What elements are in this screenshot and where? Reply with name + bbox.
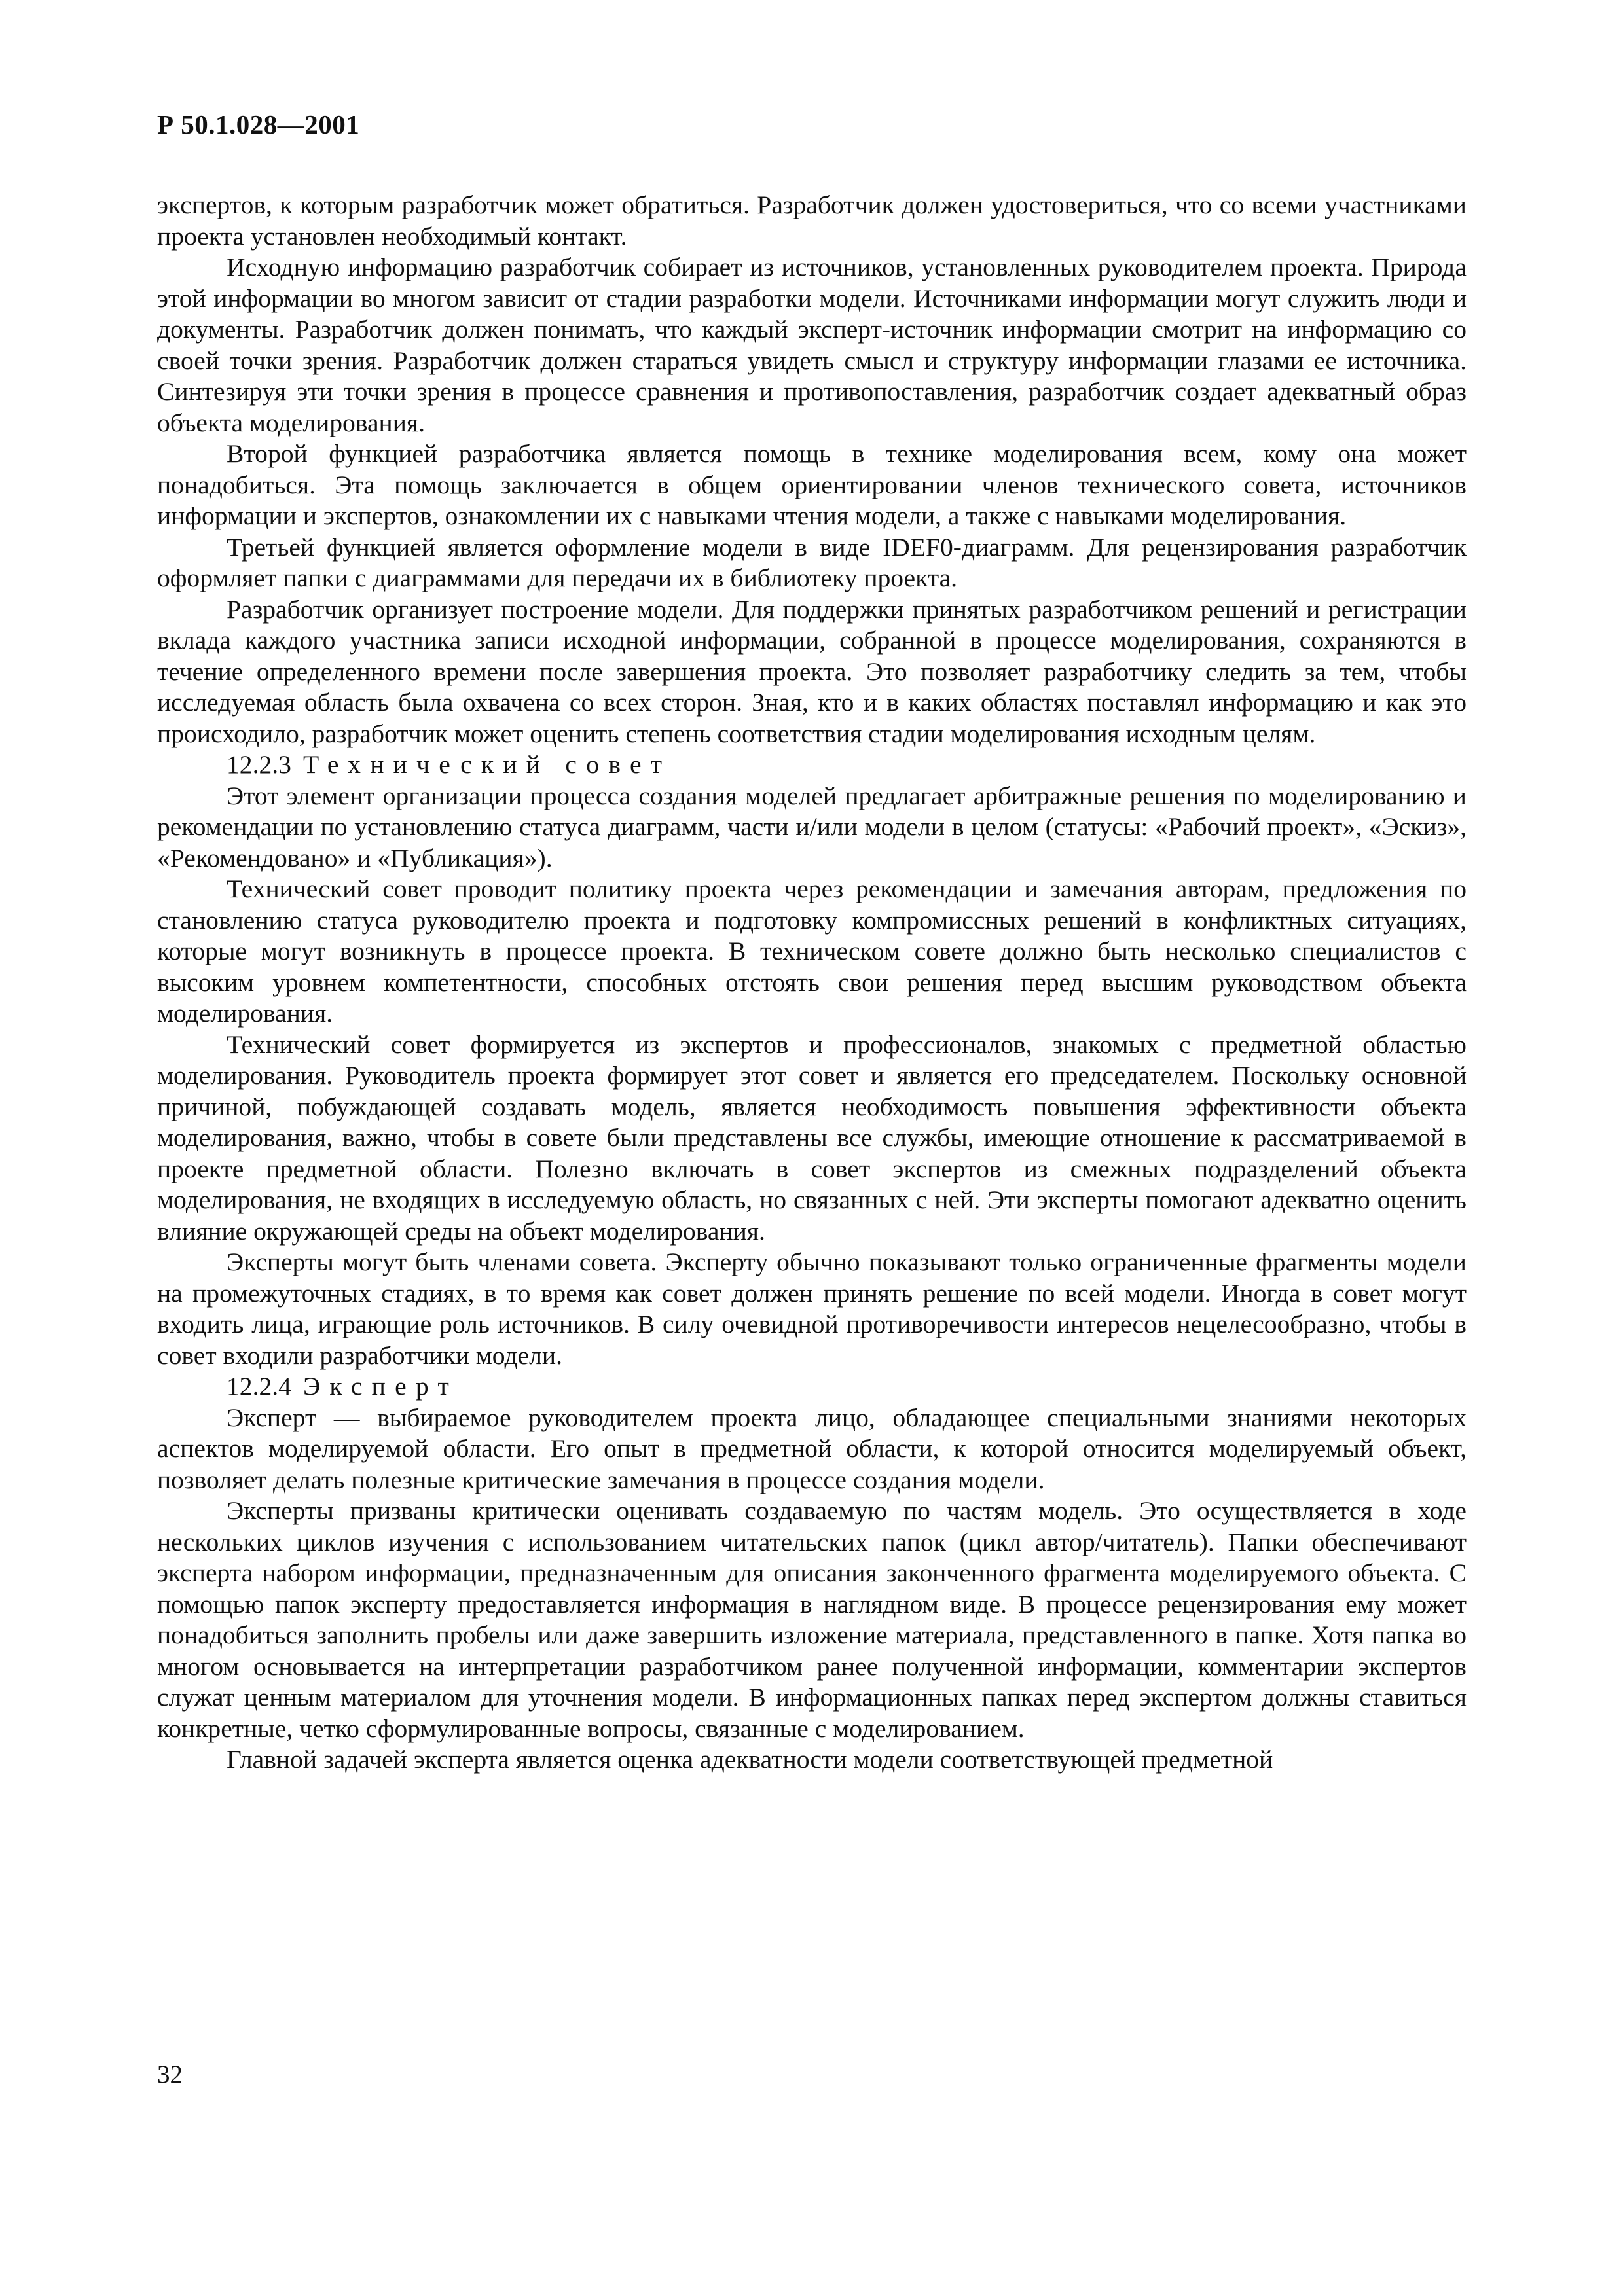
- section-heading-technical-council: [157, 749, 1467, 781]
- paragraph: Разработчик организует построение модели. Для поддержки принятых разработчиком решений и регистрации вклада каждого участника записи исходной информации, собранной в процессе моделирования, сохраняются в течение определенного времени после завершения проекта. Это позволяет разработчику следить за тем, чтобы исследуемая область была охвачена со всех сторон. Зная, кто и в каких областях поставлял информацию и как это происходило, разработчик может оценить степень соответствия стадии моделирования исходным целям.: [157, 594, 1467, 748]
- paragraph: Технический совет формируется из экспертов и профессионалов, знакомых с предметной областью моделирования. Руководитель проекта формирует этот совет и является его председателем. Поскольку основной причиной, побуждающей создавать модель, является необходимость повышения эффективности объекта моделирования, важно, чтобы в совете были представлены все службы, имеющие отношение к рассматриваемой в проекте предметной области. Полезно включать в совет экспертов из смежных подразделений объекта моделирования, не входящих в исследуемую область, но связанных с ней. Эти эксперты помогают адекватно оценить влияние окружающей среды на объект моделирования.: [157, 1030, 1467, 1246]
- standard-designation: Р 50.1.028—2001: [157, 109, 360, 139]
- paragraph: Эксперты могут быть членами совета. Эксперту обычно показывают только ограниченные фрагменты модели на промежуточных стадиях, в то время как совет должен принять решение по всей модели. Иногда в совет могут входить лица, играющие роль источников. В силу очевидной противоречивости интересов нецелесообразно, чтобы в совет входили разработчики модели.: [157, 1247, 1467, 1370]
- paragraph: экспертов, к которым разработчик может обратиться. Разработчик должен удостовериться, что со всеми участниками проекта установлен необходимый контакт.: [157, 190, 1467, 251]
- page-number: 32: [157, 2060, 183, 2089]
- section-number: 12.2.4: [227, 1372, 291, 1401]
- paragraph: Второй функцией разработчика является помощь в технике моделирования всем, кому она может понадобиться. Эта помощь заключается в общем ориентировании членов технического совета, источников информации и экспертов, ознакомлении их с навыками чтения модели, а также с навыками моделирования.: [157, 439, 1467, 530]
- paragraph: Эксперт — выбираемое руководителем проекта лицо, обладающее специальными знаниями некоторых аспектов моделируемой области. Его опыт в предметной области, к которой относится моделируемый объект, позволяет делать полезные критические замечания в процессе создания модели.: [157, 1403, 1467, 1494]
- document-body: [157, 190, 1467, 1776]
- paragraph: Этот элемент организации процесса создания моделей предлагает арбитражные решения по моделированию и рекомендации по установлению статуса диаграмм, части и/или модели в целом (статусы: «Рабочий проект», «Эскиз», «Рекомендовано» и «Публикация»).: [157, 781, 1467, 872]
- section-title: Эксперт: [302, 1372, 458, 1401]
- paragraph: Главной задачей эксперта является оценка адекватности модели соответствующей предметной: [227, 1745, 1273, 1774]
- section-title: Технический совет: [302, 750, 672, 779]
- paragraph: Технический совет проводит политику проекта через рекомендации и замечания авторам, предложения по становлению статуса руководителю проекта и подготовку компромиссных решений в конфликтных ситуациях, которые могут возникнуть в процессе проекта. В техническом совете должно быть несколько специалистов с высоким уровнем компетентности, способных отстоять свои решения перед высшим руководством объекта моделирования.: [157, 874, 1467, 1028]
- paragraph: Исходную информацию разработчик собирает из источников, установленных руководителем проекта. Природа этой информации во многом зависит от стадии разработки модели. Источниками информации могут служить люди и документы. Разработчик должен понимать, что каждый эксперт-источник информации смотрит на информацию со своей точки зрения. Разработчик должен стараться увидеть смысл и структуру информации глазами ее источника. Синтезируя эти точки зрения в процессе сравнения и противопоставления, разработчик создает адекватный образ объекта моделирования.: [157, 253, 1467, 437]
- paragraph: Третьей функцией является оформление модели в виде IDEF0-диаграмм. Для рецензирования разработчик оформляет папки с диаграммами для передачи их в библиотеку проекта.: [157, 532, 1467, 592]
- section-number: 12.2.3: [227, 750, 291, 779]
- section-heading-expert: [157, 1371, 1467, 1403]
- paragraph: Эксперты призваны критически оценивать создаваемую по частям модель. Это осуществляется в ходе нескольких циклов изучения с использованием читательских папок (цикл автор/читатель). Папки обеспечивают эксперта набором информации, предназначенным для описания законченного фрагмента моделируемого объекта. С помощью папок эксперту предоставляется информация в наглядном виде. В процессе рецензирования ему может понадобиться заполнить пробелы или даже завершить изложение материала, представленного в папке. Хотя папка во многом основывается на интерпретации разработчиком ранее полученной информации, комментарии экспертов служат ценным материалом для уточнения модели. В информационных папках перед экспертом должны ставиться конкретные, четко сформулированные вопросы, связанные с моделированием.: [157, 1496, 1467, 1743]
